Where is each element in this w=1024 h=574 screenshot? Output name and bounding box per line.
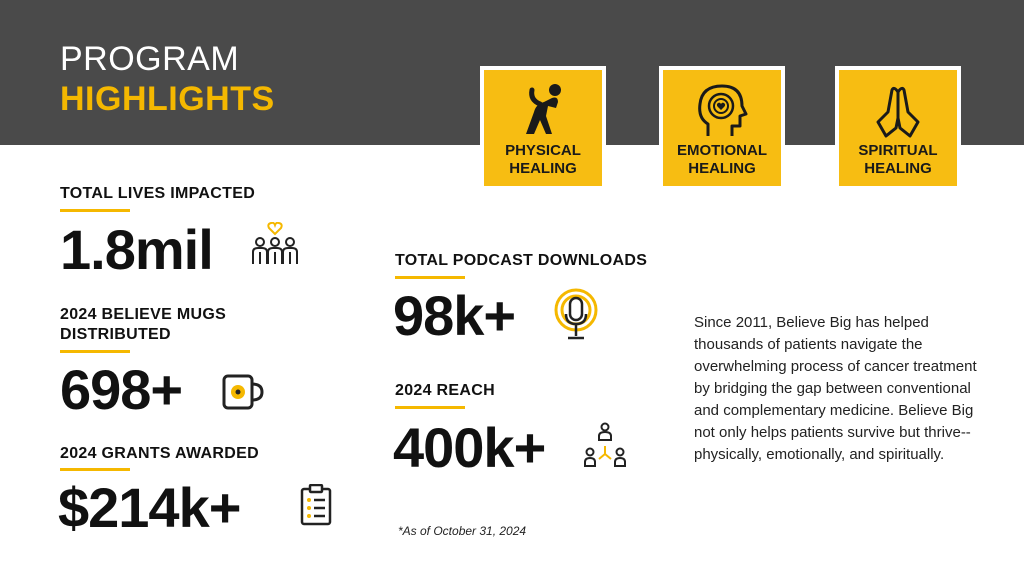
page-title-line1: PROGRAM xyxy=(60,40,240,78)
lives-impacted-label: TOTAL LIVES IMPACTED xyxy=(60,185,256,202)
network-people-icon xyxy=(584,422,626,468)
podcast-downloads-label: TOTAL PODCAST DOWNLOADS xyxy=(395,252,648,269)
podcast-downloads-value: 98k+ xyxy=(393,284,516,347)
pillar-card-physical xyxy=(480,66,606,190)
pillar-label: EMOTIONAL HEALING xyxy=(677,142,767,177)
reach-label: 2024 REACH xyxy=(395,382,495,399)
clipboard-icon xyxy=(300,484,332,526)
accent-underline xyxy=(60,209,130,212)
pillar-label: SPIRITUAL HEALING xyxy=(858,142,938,177)
grants-awarded-label: 2024 GRANTS AWARDED xyxy=(60,445,259,462)
program-description: Since 2011, Believe Big has helped thousands of patients navigate the overwhelming process of cancer treatment by bridging the gap between conventional and complementary medicine. Believe Big not only helps patients survive but thrive--physically, emotionally, and spiritually. xyxy=(694,314,977,463)
reach-value: 400k+ xyxy=(393,416,546,479)
footnote: *As of October 31, 2024 xyxy=(398,524,527,538)
lives-impacted-value: 1.8mil xyxy=(60,218,213,281)
accent-underline xyxy=(60,350,130,353)
group-heart-icon xyxy=(250,222,300,266)
mugs-distributed-label: 2024 BELIEVE MUGS DISTRIBUTED xyxy=(60,306,227,343)
stretching-person-icon xyxy=(518,82,568,138)
grants-awarded-value: $214k+ xyxy=(58,476,241,539)
pillar-card-emotional xyxy=(659,66,785,190)
praying-hands-icon xyxy=(870,82,926,140)
pillar-card-spiritual xyxy=(835,66,961,190)
pillar-label: PHYSICAL HEALING xyxy=(505,142,581,177)
accent-underline xyxy=(395,406,465,409)
accent-underline xyxy=(60,468,130,471)
podcast-mic-icon xyxy=(552,288,600,342)
accent-underline xyxy=(395,276,465,279)
page-title-line2: HIGHLIGHTS xyxy=(60,80,275,118)
head-heart-icon xyxy=(694,82,750,140)
mug-icon xyxy=(222,372,264,410)
mugs-distributed-value: 698+ xyxy=(60,358,183,421)
